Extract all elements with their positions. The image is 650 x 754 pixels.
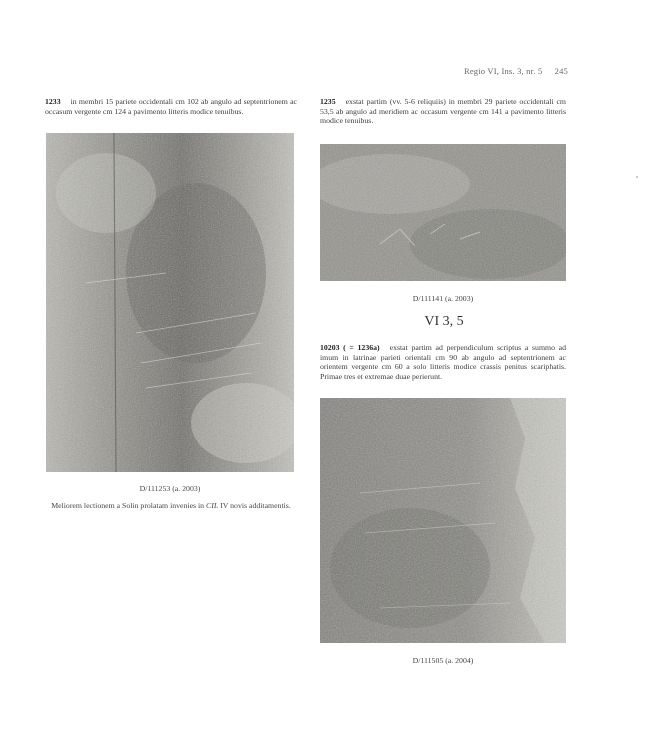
photo-texture	[46, 133, 294, 472]
note-text-before: Meliorem lectionem a Solin prolatam invenies in	[51, 501, 207, 510]
photo-texture	[320, 144, 566, 281]
caption-photo-right-bottom: D/111505 (a. 2004)	[412, 656, 474, 665]
photo-wall-graffiti-10203	[320, 398, 566, 643]
section-heading: VI 3, 5	[424, 314, 464, 329]
photo-wall-graffiti-1235	[320, 144, 566, 281]
running-title: Regio VI, Ins. 3, nr. 5	[463, 66, 543, 76]
caption-photo-left: D/111253 (a. 2003)	[139, 484, 201, 493]
running-header	[464, 66, 568, 76]
caption-photo-right-top: D/111141 (a. 2003)	[412, 294, 474, 303]
entry-text: exstat partim (vv. 5-6 reliquiis) in membri 29 pariete occidentali cm 53,5 ab angulo ad meridiem ac occasum vergente cm 141 a pavimento litteris modice tenuibus.	[320, 97, 566, 126]
entry-1235	[320, 97, 566, 126]
entry-number: 1233	[45, 97, 61, 106]
page-number: 245	[554, 66, 568, 76]
entry-text: in membri 15 pariete occidentali cm 102 ab angulo ad septentrionem ac occasum vergente cm 124 a pavimento litteris modice tenuibus.	[45, 97, 297, 116]
entry-10203	[320, 343, 566, 381]
photo-wall-graffiti-1233	[46, 133, 294, 472]
entry-number: 1235	[320, 97, 336, 106]
entry-1233	[45, 97, 297, 116]
edge-speck	[636, 176, 638, 178]
photo-texture	[320, 398, 566, 643]
entry-number: 10203 ( = 1236a)	[320, 343, 380, 352]
note-text-after: IV novis additamentis.	[218, 501, 291, 510]
entry-text: exstat partim ad perpendiculum scriptus a summo ad imum in latrinae parieti orientali cm 90 ab angulo ad septentrionem ac orientem vergente cm 60 a solo litteris modice crassis penitus scariphatis. Primae tres et extremae duae perierunt.	[320, 343, 566, 381]
note	[45, 501, 297, 510]
note-cil: CIL	[206, 501, 219, 510]
